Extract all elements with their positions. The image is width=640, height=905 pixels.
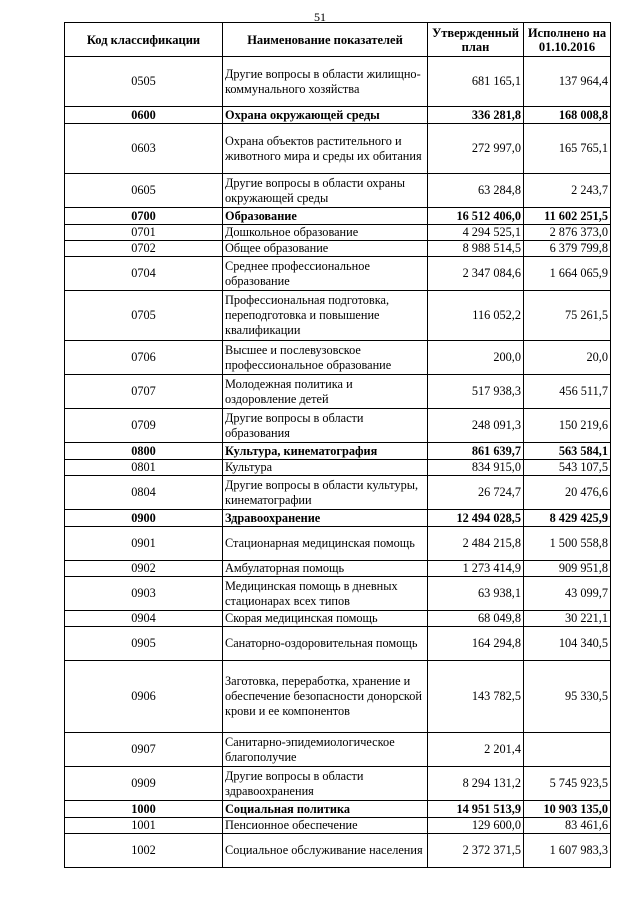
cell-name: Заготовка, переработка, хранение и обеспечение безопасности донорской крови и ее компонентов — [223, 661, 428, 733]
cell-code: 0702 — [65, 241, 223, 257]
table-row — [65, 341, 611, 375]
cell-plan: 4 294 525,1 — [428, 225, 524, 241]
cell-exec — [524, 733, 611, 767]
cell-name: Дошкольное образование — [223, 225, 428, 241]
cell-plan: 143 782,5 — [428, 661, 524, 733]
cell-name: Культура — [223, 460, 428, 476]
cell-name: Санаторно-оздоровительная помощь — [223, 627, 428, 661]
cell-name: Социальная политика — [223, 801, 428, 818]
table-row — [65, 375, 611, 409]
cell-code: 0706 — [65, 341, 223, 375]
cell-code: 1001 — [65, 818, 223, 834]
table-row — [65, 460, 611, 476]
cell-plan: 2 484 215,8 — [428, 527, 524, 561]
cell-plan: 681 165,1 — [428, 57, 524, 107]
cell-plan: 200,0 — [428, 341, 524, 375]
cell-code: 0701 — [65, 225, 223, 241]
cell-exec: 137 964,4 — [524, 57, 611, 107]
table-header-row — [65, 23, 611, 57]
cell-name: Образование — [223, 208, 428, 225]
cell-exec: 2 876 373,0 — [524, 225, 611, 241]
cell-plan: 116 052,2 — [428, 291, 524, 341]
table-row — [65, 818, 611, 834]
cell-name: Другие вопросы в области охраны окружающей среды — [223, 174, 428, 208]
cell-code: 0905 — [65, 627, 223, 661]
cell-code: 0707 — [65, 375, 223, 409]
cell-exec: 43 099,7 — [524, 577, 611, 611]
cell-plan: 164 294,8 — [428, 627, 524, 661]
table-row — [65, 241, 611, 257]
cell-code: 1002 — [65, 834, 223, 868]
cell-plan: 1 273 414,9 — [428, 561, 524, 577]
cell-plan: 517 938,3 — [428, 375, 524, 409]
cell-code: 0804 — [65, 476, 223, 510]
cell-name: Скорая медицинская помощь — [223, 611, 428, 627]
table-row — [65, 767, 611, 801]
cell-name: Стационарная медицинская помощь — [223, 527, 428, 561]
cell-exec: 10 903 135,0 — [524, 801, 611, 818]
cell-plan: 272 997,0 — [428, 124, 524, 174]
table-row — [65, 225, 611, 241]
cell-plan: 63 938,1 — [428, 577, 524, 611]
cell-exec: 168 008,8 — [524, 107, 611, 124]
cell-name: Другие вопросы в области образования — [223, 409, 428, 443]
cell-code: 0705 — [65, 291, 223, 341]
cell-plan: 861 639,7 — [428, 443, 524, 460]
cell-code: 0505 — [65, 57, 223, 107]
table-body — [65, 57, 611, 868]
cell-code: 1000 — [65, 801, 223, 818]
cell-plan: 14 951 513,9 — [428, 801, 524, 818]
cell-name: Высшее и послевузовское профессиональное образование — [223, 341, 428, 375]
cell-plan: 2 372 371,5 — [428, 834, 524, 868]
table-row — [65, 124, 611, 174]
cell-exec: 1 500 558,8 — [524, 527, 611, 561]
cell-plan: 834 915,0 — [428, 460, 524, 476]
cell-code: 0907 — [65, 733, 223, 767]
cell-plan: 8 988 514,5 — [428, 241, 524, 257]
cell-code: 0909 — [65, 767, 223, 801]
table-row — [65, 57, 611, 107]
cell-name: Охрана окружающей среды — [223, 107, 428, 124]
cell-code: 0901 — [65, 527, 223, 561]
cell-code: 0800 — [65, 443, 223, 460]
page-number: 51 — [314, 10, 326, 24]
cell-name: Другие вопросы в области здравоохранения — [223, 767, 428, 801]
cell-exec: 1 607 983,3 — [524, 834, 611, 868]
cell-name: Общее образование — [223, 241, 428, 257]
cell-code: 0605 — [65, 174, 223, 208]
cell-exec: 543 107,5 — [524, 460, 611, 476]
cell-plan: 68 049,8 — [428, 611, 524, 627]
cell-name: Другие вопросы в области жилищно-коммунального хозяйства — [223, 57, 428, 107]
table-section-row — [65, 801, 611, 818]
cell-plan: 16 512 406,0 — [428, 208, 524, 225]
table-row — [65, 627, 611, 661]
cell-name: Пенсионное обеспечение — [223, 818, 428, 834]
cell-name: Санитарно-эпидемиологическое благополучие — [223, 733, 428, 767]
cell-exec: 20,0 — [524, 341, 611, 375]
cell-code: 0700 — [65, 208, 223, 225]
table-row — [65, 577, 611, 611]
table-row — [65, 257, 611, 291]
cell-code: 0704 — [65, 257, 223, 291]
cell-code: 0902 — [65, 561, 223, 577]
cell-name: Культура, кинематография — [223, 443, 428, 460]
cell-exec: 104 340,5 — [524, 627, 611, 661]
cell-exec: 563 584,1 — [524, 443, 611, 460]
cell-name: Медицинская помощь в дневных стационарах всех типов — [223, 577, 428, 611]
table-row — [65, 409, 611, 443]
cell-name: Профессиональная подготовка, переподготовка и повышение квалификации — [223, 291, 428, 341]
header-plan: Утвержденный план — [428, 23, 524, 57]
cell-name: Среднее профессиональное образование — [223, 257, 428, 291]
cell-name: Здравоохранение — [223, 510, 428, 527]
table-row — [65, 476, 611, 510]
table-section-row — [65, 208, 611, 225]
cell-name: Охрана объектов растительного и животного мира и среды их обитания — [223, 124, 428, 174]
table-row — [65, 733, 611, 767]
cell-name: Социальное обслуживание населения — [223, 834, 428, 868]
cell-code: 0801 — [65, 460, 223, 476]
cell-name: Амбулаторная помощь — [223, 561, 428, 577]
table-row — [65, 527, 611, 561]
cell-exec: 95 330,5 — [524, 661, 611, 733]
table-row — [65, 611, 611, 627]
cell-exec: 83 461,6 — [524, 818, 611, 834]
cell-exec: 1 664 065,9 — [524, 257, 611, 291]
cell-code: 0900 — [65, 510, 223, 527]
table-row — [65, 561, 611, 577]
cell-plan: 2 201,4 — [428, 733, 524, 767]
cell-plan: 8 294 131,2 — [428, 767, 524, 801]
table-row — [65, 661, 611, 733]
table-row — [65, 291, 611, 341]
cell-exec: 6 379 799,8 — [524, 241, 611, 257]
cell-code: 0903 — [65, 577, 223, 611]
cell-exec: 456 511,7 — [524, 375, 611, 409]
cell-exec: 5 745 923,5 — [524, 767, 611, 801]
cell-exec: 75 261,5 — [524, 291, 611, 341]
header-code: Код классификации — [65, 23, 223, 57]
cell-exec: 8 429 425,9 — [524, 510, 611, 527]
cell-code: 0906 — [65, 661, 223, 733]
cell-exec: 909 951,8 — [524, 561, 611, 577]
cell-exec: 2 243,7 — [524, 174, 611, 208]
cell-exec: 150 219,6 — [524, 409, 611, 443]
table-section-row — [65, 443, 611, 460]
cell-name: Другие вопросы в области культуры, кинематографии — [223, 476, 428, 510]
cell-exec: 11 602 251,5 — [524, 208, 611, 225]
cell-plan: 248 091,3 — [428, 409, 524, 443]
cell-plan: 129 600,0 — [428, 818, 524, 834]
header-name: Наименование показателей — [223, 23, 428, 57]
cell-plan: 2 347 084,6 — [428, 257, 524, 291]
cell-plan: 26 724,7 — [428, 476, 524, 510]
cell-name: Молодежная политика и оздоровление детей — [223, 375, 428, 409]
cell-exec: 20 476,6 — [524, 476, 611, 510]
cell-plan: 12 494 028,5 — [428, 510, 524, 527]
table-row — [65, 834, 611, 868]
cell-plan: 63 284,8 — [428, 174, 524, 208]
header-exec: Исполнено на 01.10.2016 — [524, 23, 611, 57]
budget-table — [64, 22, 611, 868]
cell-code: 0600 — [65, 107, 223, 124]
table-row — [65, 174, 611, 208]
cell-exec: 165 765,1 — [524, 124, 611, 174]
cell-code: 0904 — [65, 611, 223, 627]
cell-code: 0603 — [65, 124, 223, 174]
cell-code: 0709 — [65, 409, 223, 443]
table-section-row — [65, 107, 611, 124]
cell-plan: 336 281,8 — [428, 107, 524, 124]
table-section-row — [65, 510, 611, 527]
cell-exec: 30 221,1 — [524, 611, 611, 627]
